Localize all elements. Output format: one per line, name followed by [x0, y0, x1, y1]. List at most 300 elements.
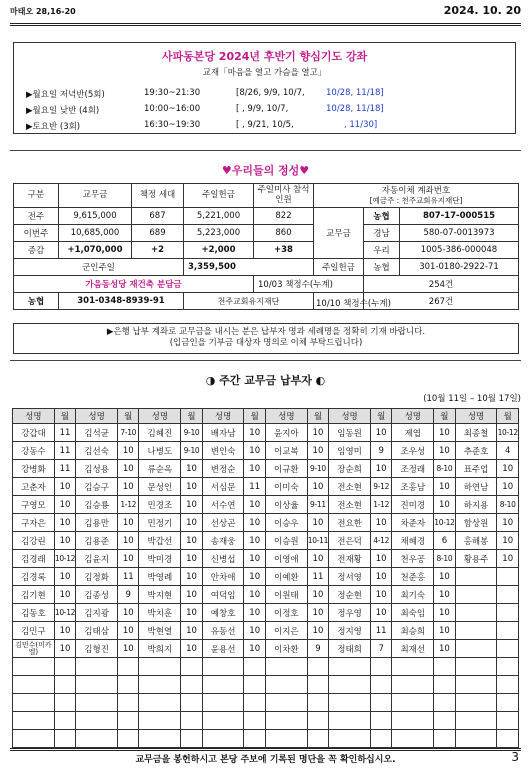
donor-name: 김경래 [13, 550, 55, 568]
donor-month: 10 [54, 532, 75, 550]
donor-month: 10 [370, 424, 391, 442]
donor-month [497, 694, 519, 712]
donor-month [54, 694, 75, 712]
donor-month [434, 730, 455, 748]
column-header-name: 성명 [455, 409, 497, 424]
donor-month [497, 676, 519, 694]
table-row: 농협 301-0348-8939-91 천주교회유지재단 10/10 책정수(누계) 267건 [14, 293, 519, 310]
donor-month: 10 [181, 622, 202, 640]
donor-month [244, 658, 265, 676]
donor-month: 10 [181, 496, 202, 514]
sincerity-title: ♥우리들의 정성♥ [221, 164, 310, 177]
donor-name [76, 658, 118, 676]
page-header [10, 6, 521, 20]
donor-month [497, 604, 519, 622]
donor-month: 11 [54, 442, 75, 460]
donor-name [76, 712, 118, 730]
donor-month: 10 [118, 550, 139, 568]
donor-month [118, 658, 139, 676]
donor-name: 류순옥 [139, 460, 181, 478]
donor-month: 10 [370, 604, 391, 622]
donor-name [329, 676, 371, 694]
donor-month: 10 [244, 532, 265, 550]
donor-name: 김혜진 [139, 424, 181, 442]
column-header-name: 성명 [392, 409, 434, 424]
footer-rule [10, 748, 521, 751]
donor-month: 10 [307, 478, 328, 496]
donor-name [455, 640, 497, 658]
donor-month [54, 658, 75, 676]
donor-name: 윤용선 [202, 640, 244, 658]
donor-name [392, 712, 434, 730]
donor-name [455, 730, 497, 748]
donor-name: 전소현 [329, 496, 371, 514]
donor-name: 김승룡 [76, 496, 118, 514]
account-header: 자동이체 계좌번호 [예금주 : 천주교회유지재단] [314, 184, 519, 208]
table-row [13, 478, 519, 496]
column-header-name: 성명 [329, 409, 371, 424]
donor-month: 10 [54, 640, 75, 658]
donor-name: 배자남 [202, 424, 244, 442]
column-header-name: 성명 [202, 409, 244, 424]
donor-name [13, 730, 55, 748]
donor-name: 박미경 [139, 550, 181, 568]
table-row [13, 496, 519, 514]
table-row [13, 424, 519, 442]
donor-month [307, 694, 328, 712]
donors-date-range: (10월 11일 – 10월 17일) [423, 394, 521, 404]
donor-name: 박치훈 [139, 604, 181, 622]
donor-month [497, 712, 519, 730]
donor-month [497, 622, 519, 640]
donor-month: 10-12 [434, 514, 455, 532]
donor-name: 나병도 [139, 442, 181, 460]
donor-name: 이정호 [265, 604, 307, 622]
donor-month [307, 658, 328, 676]
donor-name: 안차애 [202, 568, 244, 586]
donor-month: 9 [118, 586, 139, 604]
donor-name: 이규환 [265, 460, 307, 478]
donor-name: 김용만 [76, 514, 118, 532]
donor-month [434, 676, 455, 694]
donor-name: 이원태 [265, 586, 307, 604]
donor-month: 10 [244, 514, 265, 532]
donor-month: 11 [54, 460, 75, 478]
donor-month: 10 [497, 514, 519, 532]
donor-month [54, 676, 75, 694]
donor-name: 이승우 [265, 514, 307, 532]
donors-header-row [13, 409, 519, 424]
donor-name: 최승희 [392, 622, 434, 640]
donor-month [181, 658, 202, 676]
donor-month [244, 694, 265, 712]
table-row: 증감 +1,070,000 +2 +2,000 +38 우리 1005-386-000048 [14, 242, 519, 259]
donor-name: 조우성 [392, 442, 434, 460]
gospel-reference: 마태오 28,16-20 [10, 7, 76, 16]
donor-month: 4-12 [370, 532, 391, 550]
donor-name: 황용주 [455, 550, 497, 568]
donor-month [497, 586, 519, 604]
donor-month [54, 730, 75, 748]
donor-name: 전소현 [329, 478, 371, 496]
donor-name [76, 676, 118, 694]
donor-name: 민정기 [139, 514, 181, 532]
donor-name: 이지은 [265, 622, 307, 640]
donor-name: 최재선 [392, 640, 434, 658]
donor-name: 김강린 [13, 532, 55, 550]
donor-month: 10 [307, 424, 328, 442]
donor-month: 10 [181, 460, 202, 478]
donor-month: 10 [54, 514, 75, 532]
donor-name: 윤지아 [265, 424, 307, 442]
donor-month: 10 [370, 568, 391, 586]
donor-name [139, 730, 181, 748]
donor-name: 정우영 [329, 604, 371, 622]
donor-name [455, 586, 497, 604]
donor-month: 10 [181, 514, 202, 532]
donor-month: 10 [434, 568, 455, 586]
donor-name [455, 712, 497, 730]
donor-name: 강병화 [13, 460, 55, 478]
donor-name: 조정래 [392, 460, 434, 478]
donor-month: 10 [497, 478, 519, 496]
donor-name [455, 694, 497, 712]
donor-month: 1-12 [370, 496, 391, 514]
table-row [13, 550, 519, 568]
donor-name: 이차환 [265, 640, 307, 658]
donor-name: 민경조 [139, 496, 181, 514]
table-row [13, 604, 519, 622]
donor-month [181, 694, 202, 712]
table-row [13, 676, 519, 694]
donor-month: 10 [497, 532, 519, 550]
donor-name: 이교복 [265, 442, 307, 460]
column-header-month: 월 [370, 409, 391, 424]
donor-name: 천준홍 [392, 568, 434, 586]
donor-name: 임동원 [329, 424, 371, 442]
donor-name [329, 694, 371, 712]
donor-month [307, 730, 328, 748]
donor-month: 10 [434, 442, 455, 460]
donor-month: 10 [244, 604, 265, 622]
donor-name: 고춘자 [13, 478, 55, 496]
donor-month [307, 712, 328, 730]
table-row [13, 442, 519, 460]
donor-name [202, 712, 244, 730]
donor-month: 1-12 [118, 496, 139, 514]
donor-month: 10 [54, 496, 75, 514]
donor-name: 김선숙 [76, 442, 118, 460]
donor-name [265, 730, 307, 748]
donor-name [265, 712, 307, 730]
table-row [13, 568, 519, 586]
donor-month: 10 [181, 550, 202, 568]
donor-name: 강갑대 [13, 424, 55, 442]
donor-month: 10 [244, 442, 265, 460]
donor-month: 9-10 [181, 442, 202, 460]
donor-month: 10 [370, 586, 391, 604]
donor-month: 10 [118, 478, 139, 496]
donor-name [139, 694, 181, 712]
donor-name: 선상곤 [202, 514, 244, 532]
donor-month: 10 [181, 532, 202, 550]
donor-name: 진미경 [392, 496, 434, 514]
donor-month: 11 [307, 568, 328, 586]
donor-name [455, 568, 497, 586]
donor-name: 김민구 [13, 622, 55, 640]
column-header-month: 월 [54, 409, 75, 424]
donor-name: 김기현 [13, 586, 55, 604]
donor-month [370, 658, 391, 676]
donor-name [392, 658, 434, 676]
donor-month: 10 [181, 604, 202, 622]
donor-name [13, 676, 55, 694]
donor-name [455, 622, 497, 640]
donor-month [181, 676, 202, 694]
column-header-name: 성명 [13, 409, 55, 424]
donor-month [434, 694, 455, 712]
donor-name: 김성용 [76, 460, 118, 478]
table-row [13, 622, 519, 640]
donor-month: 10-12 [54, 550, 75, 568]
payment-note: ▶은행 납부 계좌로 교무금을 내시는 분은 납부자 명과 세례명을 정확히 기재 바랍니다. (입금인을 기부금 대상자 명의로 이체 부탁드립니다) [13, 323, 519, 354]
column-header-month: 월 [307, 409, 328, 424]
header-rule [10, 23, 521, 26]
donor-month: 10 [118, 442, 139, 460]
donor-month: 6 [434, 532, 455, 550]
donor-name [13, 694, 55, 712]
column-header-month: 월 [244, 409, 265, 424]
donor-month [370, 712, 391, 730]
donor-name: 박현열 [139, 622, 181, 640]
donor-month: 10 [307, 550, 328, 568]
donor-name [265, 676, 307, 694]
donor-name [455, 676, 497, 694]
donor-name: 김동호 [13, 604, 55, 622]
donor-name [13, 712, 55, 730]
donor-month: 10 [307, 442, 328, 460]
donor-name [202, 658, 244, 676]
table-row [13, 712, 519, 730]
donor-month [244, 712, 265, 730]
donor-name: 구영모 [13, 496, 55, 514]
donor-name: 서수연 [202, 496, 244, 514]
donor-name [329, 730, 371, 748]
donor-name [265, 694, 307, 712]
donor-month: 10 [118, 460, 139, 478]
donor-name [76, 694, 118, 712]
donor-month: 10 [244, 586, 265, 604]
donor-name: 이미숙 [265, 478, 307, 496]
donor-month: 9-10 [181, 424, 202, 442]
donor-name: 박갑선 [139, 532, 181, 550]
table-row: 전주 9,615,000 687 5,221,000 822 교무금 농협 807-17-000515 [14, 208, 519, 225]
donor-name [392, 694, 434, 712]
donor-month: 4 [497, 442, 519, 460]
donor-month [181, 730, 202, 748]
table-row [13, 730, 519, 748]
donor-name: 정태희 [329, 640, 371, 658]
donor-month: 11 [244, 478, 265, 496]
table-row [13, 658, 519, 676]
donor-name: 임영미 [329, 442, 371, 460]
donor-name: 표주업 [455, 460, 497, 478]
donor-name: 변정순 [202, 460, 244, 478]
donor-month [118, 712, 139, 730]
donor-name: 천우공 [392, 550, 434, 568]
donor-name [139, 658, 181, 676]
donor-name: 변인숙 [202, 442, 244, 460]
donor-month: 9 [370, 442, 391, 460]
donor-name: 김정화 [76, 568, 118, 586]
donor-month: 10 [54, 622, 75, 640]
donor-name: 강동수 [13, 442, 55, 460]
donor-name: 이예환 [265, 568, 307, 586]
donor-month [118, 730, 139, 748]
donor-month: 10 [307, 586, 328, 604]
donor-month: 10 [118, 532, 139, 550]
donor-month: 9 [307, 640, 328, 658]
donor-month: 10-12 [54, 604, 75, 622]
donor-month: 10 [244, 640, 265, 658]
donor-name: 구자은 [13, 514, 55, 532]
donor-name: 전재황 [329, 550, 371, 568]
donor-month: 10 [118, 640, 139, 658]
donor-name: 서심문 [202, 478, 244, 496]
donor-name: 박영례 [139, 568, 181, 586]
prayer-course-box: 사파동본당 2024년 후반기 향심기도 강좌 교재「마음을 열고 가슴을 열고」 ▶월요일 저녁반(5회) 19:30~21:30 [8/26, 9/9, 10/7, 10/28, 11/18] ▶월요일 낮반 (4회) 10:00~16:00 [ , 9/9, 10/7, 10/28, 11/18] ▶토요반 (3회) 16:30~19:30 [ , 9/21, 10/5, , 11/30] [13, 42, 516, 134]
column-header-name: 성명 [76, 409, 118, 424]
prayer-course-textbook: 교재「마음을 열고 가슴을 열고」 [202, 68, 327, 78]
donor-month: 7 [370, 640, 391, 658]
donor-name: 유동선 [202, 622, 244, 640]
section-rule [10, 150, 521, 151]
column-header-month: 월 [181, 409, 202, 424]
donor-month: 10 [54, 586, 75, 604]
donor-name [392, 730, 434, 748]
donor-month: 10 [434, 424, 455, 442]
table-row [13, 694, 519, 712]
donor-name: 홍해봉 [455, 532, 497, 550]
donor-name: 김지광 [76, 604, 118, 622]
donor-month [118, 694, 139, 712]
donor-name: 전요한 [329, 514, 371, 532]
donor-month: 8-10 [497, 496, 519, 514]
table-row [13, 460, 519, 478]
donor-month [244, 730, 265, 748]
donor-month: 10 [307, 514, 328, 532]
donor-month [307, 676, 328, 694]
donor-month: 10 [118, 514, 139, 532]
donor-name: 조홍남 [392, 478, 434, 496]
donor-name: 제엽 [392, 424, 434, 442]
donor-name [265, 658, 307, 676]
donor-name: 함상원 [455, 514, 497, 532]
page-number: 3 [511, 750, 519, 764]
table-row [13, 640, 519, 658]
donor-month: 10 [434, 586, 455, 604]
donor-month: 10 [118, 622, 139, 640]
footer-notice: 교무금을 봉헌하시고 본당 주보에 기록된 명단을 꼭 확인하십시오. [135, 755, 396, 765]
donor-month: 10 [118, 604, 139, 622]
donor-name [139, 712, 181, 730]
donor-name: 예창호 [202, 604, 244, 622]
donor-month: 10 [497, 550, 519, 568]
donor-name: 전은덕 [329, 532, 371, 550]
donor-month: 10-11 [307, 532, 328, 550]
donor-name: 문성인 [139, 478, 181, 496]
donor-name [329, 712, 371, 730]
donor-name [202, 676, 244, 694]
donor-month: 11 [54, 424, 75, 442]
donor-month: 10 [244, 568, 265, 586]
donors-table [12, 408, 519, 748]
donor-name: 신병섭 [202, 550, 244, 568]
donor-name: 김태삼 [76, 622, 118, 640]
prayer-course-title: 사파동본당 2024년 후반기 향심기도 강좌 [161, 50, 368, 63]
donor-month [370, 676, 391, 694]
donor-name [13, 658, 55, 676]
donors-title: ◑ 주간 교무금 납부자 ◐ [205, 374, 326, 387]
donor-month: 10 [370, 514, 391, 532]
donor-name [455, 604, 497, 622]
donor-name: 최기숙 [392, 586, 434, 604]
donor-name: 정지영 [329, 622, 371, 640]
donor-name: 김민수(미카엘) [13, 640, 55, 658]
table-row [13, 514, 519, 532]
donor-month [118, 676, 139, 694]
donor-month: 10 [54, 478, 75, 496]
donor-name: 채혜경 [392, 532, 434, 550]
donor-name: 김승구 [76, 478, 118, 496]
donor-name: 이영애 [265, 550, 307, 568]
donor-month: 10 [370, 550, 391, 568]
donor-name: 장순희 [329, 460, 371, 478]
donor-month [370, 730, 391, 748]
donor-month: 10 [434, 640, 455, 658]
table-row: 군인주일 3,359,500 주일헌금 농협 301-0180-2922-71 [14, 259, 519, 276]
donor-month: 9-12 [370, 478, 391, 496]
donor-month: 9-10 [307, 460, 328, 478]
donor-month [497, 730, 519, 748]
donor-month: 8-10 [434, 550, 455, 568]
donor-name: 추준호 [455, 442, 497, 460]
donor-name [392, 676, 434, 694]
donor-name: 김형진 [76, 640, 118, 658]
donor-month [370, 694, 391, 712]
section-rule [10, 360, 521, 361]
offering-table: 구분 교무금 책정 세대 주일헌금 주일미사 참석인원 자동이체 계좌번호 [예금주 : 천주교회유지재단] 전주 9,615,000 687 5,221,000 822 교무금 농협 807-17-000515 이번주 10,685,000 689 5,223,000 860 경남 580-07-0013973 증감 +1,070,000 +2 +2,000 +38 우리 1005-386-000048 군인주일 3,359,500 주일헌금 농협 301-0180-2922-71 가음동성당 재건축 분담금 10/03 책정수(누계) 254건 농협 301-0348-8939-91 천주교회유지재단 10/10 책정수(누계) 267건 [13, 183, 519, 310]
donor-name: 최숙임 [392, 604, 434, 622]
table-row: 이번주 10,685,000 689 5,223,000 860 경남 580-07-0013973 [14, 225, 519, 242]
donor-month [497, 640, 519, 658]
donor-month: 10 [244, 424, 265, 442]
donor-month: 11 [118, 568, 139, 586]
donor-month: 10 [307, 604, 328, 622]
donor-month [181, 712, 202, 730]
table-row: 가음동성당 재건축 분담금 10/03 책정수(누계) 254건 [14, 276, 519, 293]
donor-month: 10 [244, 622, 265, 640]
donor-month: 10 [54, 568, 75, 586]
donor-month: 10 [181, 568, 202, 586]
donor-month: 10 [244, 550, 265, 568]
donor-name [202, 730, 244, 748]
column-header-name: 성명 [139, 409, 181, 424]
donor-month: 10 [370, 460, 391, 478]
bulletin-date: 2024. 10. 20 [443, 4, 521, 17]
donor-name: 김석균 [76, 424, 118, 442]
donor-name: 박지현 [139, 586, 181, 604]
